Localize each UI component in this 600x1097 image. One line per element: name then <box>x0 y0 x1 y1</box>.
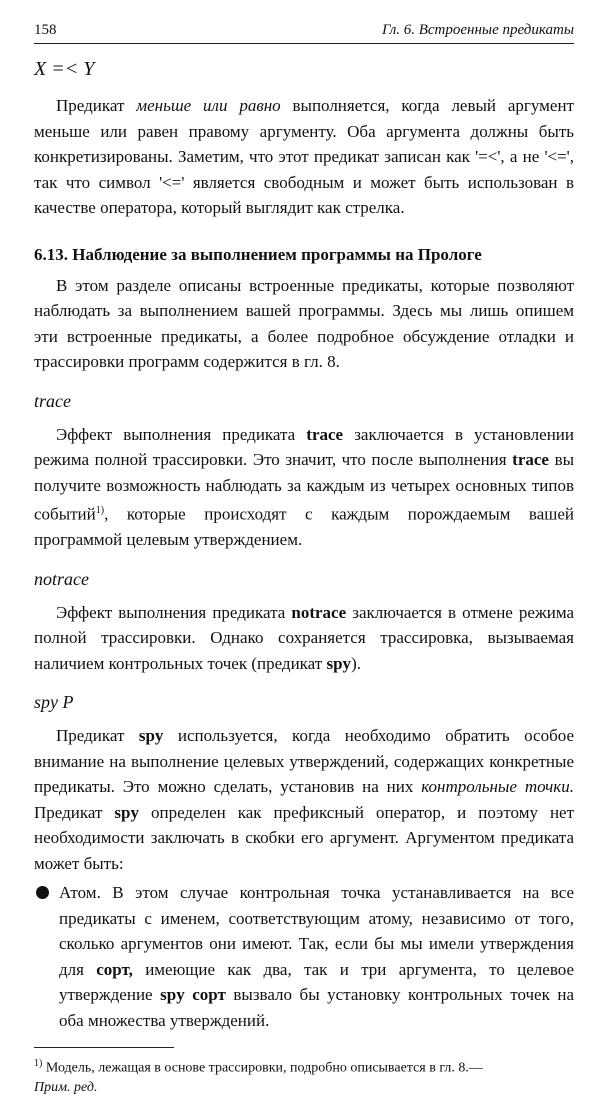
footnote: $^{1)}$ Модель, лежащая в основе трассировки, подробно описывается в гл. 8.— Прим. ред. <box>34 1058 483 1095</box>
term-trace: trace <box>34 390 71 411</box>
page-header <box>34 22 574 44</box>
book-page <box>34 22 574 1097</box>
bullet-item-atom <box>34 880 574 1033</box>
footnote-ref: 1) <box>95 505 105 516</box>
term-spy: spy P <box>34 692 74 713</box>
paragraph-trace: Эффект выполнения предиката trace заключается в установлении режима полной трассировки. Это значит, что после выполнения trace вы получите возможность наблюдать за каждым из четырех основных типов событий$^{1)}$, которые происходят с каждым порождаемым вашей программой целевым утверждением. <box>34 424 575 550</box>
paragraph-less-or-equal: Предикат меньше или равно выполняется, когда левый аргумент меньше или равен правому аргументу. Оба аргумента должны быть конкретизированы. Заметим, что этот предикат записан как '=<', а не '<=', так что символ '<=' является свободным и может быть использован в качестве оператора, который выглядит как стрелка. <box>34 96 575 217</box>
bullet-text: Атом. В этом случае контрольная точка устанавливается на все предикаты с именем, соответствующим атому, независимо от того, сколько аргументов они имеют. Так, если бы мы имели утверждения для сорт, имеющие как два, так и три аргумента, то целевое утверждение spy сорт вызвало бы установку контрольных точек на оба множества утверждений. <box>59 883 575 1030</box>
section-intro-paragraph: В этом разделе описаны встроенные предикаты, которые позволяют наблюдать за выполнением вашей программы. Здесь мы лишь опишем эти встроенные предикаты, а более подробное обсуждение отладки и трассировки программ содержится в гл. 8. <box>34 275 574 371</box>
footnote-divider <box>34 1047 174 1048</box>
paragraph-spy: Предикат spy используется, когда необходимо обратить особое внимание на выполнение целевых утверждений, содержащих конкретные предикаты. Это можно сделать, установив на них контрольные точки. Предикат spy определен как префиксный оператор, и поэтому нет необходимости заключать в скобки его аргумент. Аргументом предиката может быть: <box>34 726 575 873</box>
section-heading: 6.13. Наблюдение за выполнением программы на Прологе <box>34 244 482 264</box>
paragraph-notrace: Эффект выполнения предиката notrace заключается в отмене режима полной трассировки. Однако сохраняется трассировка, вызываемая наличием контрольных точек (предикат spy). <box>34 602 575 673</box>
bullet-icon <box>36 886 49 899</box>
running-title: Гл. 6. Встроенные предикаты <box>381 22 574 38</box>
term-less-or-equal: X =< Y <box>34 58 95 80</box>
term-notrace: notrace <box>34 568 89 589</box>
page-number: 158 <box>34 22 57 38</box>
